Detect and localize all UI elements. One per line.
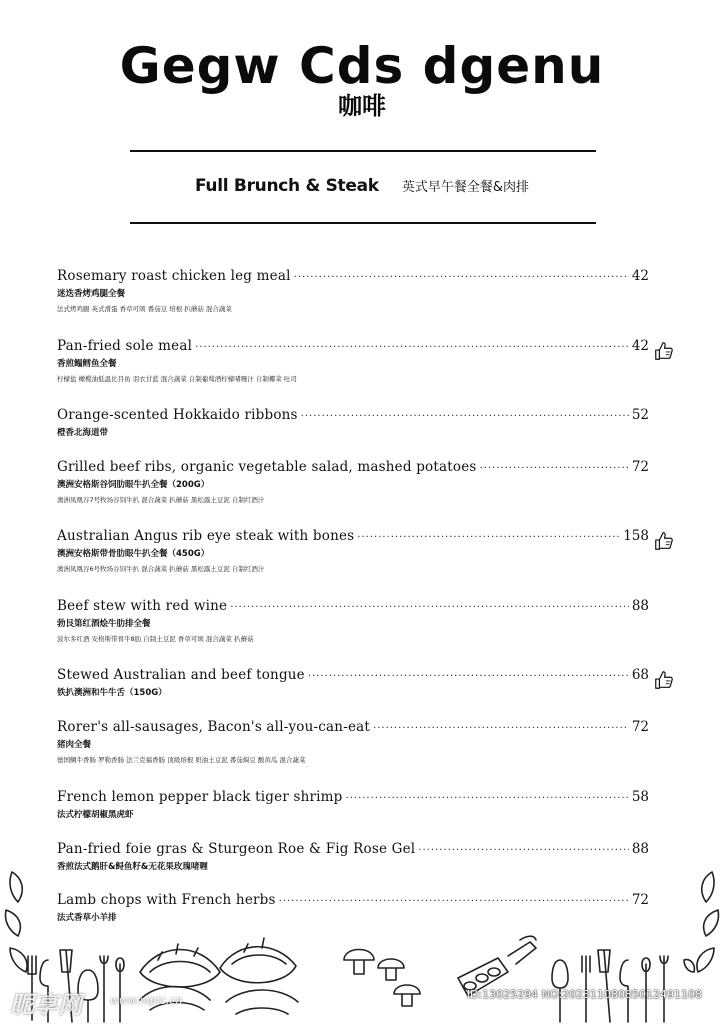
- item-price: 42: [631, 268, 649, 284]
- item-price: 68: [631, 667, 649, 683]
- item-name: Pan-fried sole meal: [57, 338, 193, 354]
- item-name-cn: 猪肉全餐: [57, 740, 92, 750]
- leader-dots: [294, 268, 629, 280]
- brand-title: Gegw Cds dgenu: [119, 37, 605, 95]
- item-description: 澳洲凤凰谷7号牧场谷饲牛扒 混合蔬菜 扒蘑菇 黑松露土豆泥 自制红酒汁: [57, 496, 265, 504]
- leader-dots: [195, 338, 629, 350]
- item-name: Pan-fried foie gras & Sturgeon Roe & Fig Rose Gel: [57, 841, 416, 857]
- item-name: Rosemary roast chicken leg meal: [57, 268, 291, 284]
- menu-item: [57, 789, 649, 820]
- header: [0, 37, 724, 120]
- item-price: 88: [631, 598, 649, 614]
- item-name: Orange-scented Hokkaido ribbons: [57, 407, 298, 423]
- leader-dots: [418, 841, 628, 853]
- section-title-cn: 英式早午餐全餐&肉排: [401, 180, 530, 195]
- leader-dots: [480, 459, 629, 471]
- item-name-cn: 香煎法式鹅肝&鲟鱼籽&无花果玫瑰啫喱: [57, 862, 208, 872]
- leader-dots: [308, 667, 629, 679]
- item-description: 柠檬盐 橄榄油低温比目鱼 羽衣甘蓝 混合蔬菜 自制葡萄酒柠檬啫喱汁 自制椰菜 吐司: [57, 375, 297, 383]
- item-name: Rorer's all-sausages, Bacon's all-you-can-eat: [57, 719, 371, 735]
- thumbs-up-icon: [653, 340, 675, 362]
- menu-item: [57, 459, 649, 504]
- item-price: 58: [631, 789, 649, 805]
- menu-item: [57, 528, 649, 573]
- leader-dots: [357, 528, 620, 540]
- thumbs-up-icon: [653, 530, 675, 552]
- item-name: Beef stew with red wine: [57, 598, 228, 614]
- menu-item: [57, 719, 649, 764]
- item-name-cn: 澳洲安格斯带骨肋眼牛扒全餐（450G）: [57, 549, 210, 559]
- thumbs-up-icon: [653, 669, 675, 691]
- item-price: 52: [631, 407, 649, 423]
- leader-dots: [230, 598, 629, 610]
- item-description: 澳洲凤凰谷6号牧场谷饲牛扒 混合蔬菜 扒蘑菇 黑松露土豆泥 自制红酒汁: [57, 565, 265, 573]
- menu-item: [57, 598, 649, 643]
- item-name-cn: 香煎鳎鳕鱼全餐: [57, 359, 117, 369]
- brand-subtitle: 咖啡: [338, 92, 386, 120]
- leader-dots: [346, 789, 629, 801]
- leader-dots: [373, 719, 629, 731]
- menu-section-title: [0, 176, 724, 196]
- menu-item: [57, 407, 649, 438]
- item-name-cn: 橙香北海道带: [57, 428, 109, 438]
- item-name-cn: 法式柠檬胡椒黑虎虾: [57, 810, 134, 820]
- item-description: 波尔多红酒 安格斯带骨牛8肋 自制土豆泥 香草可颂 混合蔬菜 扒蘑菇: [57, 635, 254, 643]
- item-name: French lemon pepper black tiger shrimp: [57, 789, 343, 805]
- item-name: Grilled beef ribs, organic vegetable salad, mashed potatoes: [57, 459, 477, 475]
- item-price: 72: [631, 459, 649, 475]
- menu-item: [57, 338, 649, 383]
- item-price: 72: [631, 892, 649, 908]
- watermark-url: www.nipic.cn: [110, 994, 183, 1007]
- item-name: Australian Angus rib eye steak with bones: [57, 528, 355, 544]
- item-price: 42: [631, 338, 649, 354]
- watermark-id: ID:13025294 NO:20231108085012491108: [466, 988, 702, 1001]
- item-name: Stewed Australian and beef tongue: [57, 667, 305, 683]
- item-price: 88: [631, 841, 649, 857]
- menu-item: [57, 268, 649, 313]
- item-name: Lamb chops with French herbs: [57, 892, 276, 908]
- section-title-en: Full Brunch & Steak: [194, 176, 379, 196]
- leader-dots: [301, 407, 629, 419]
- divider-bottom: [130, 222, 596, 224]
- divider-top: [130, 150, 596, 152]
- watermark-logo: 昵享网: [10, 991, 82, 1019]
- item-price: 72: [631, 719, 649, 735]
- item-description: 法式烤鸡腿 英式滑蛋 香草可颂 番茄豆 培根 扒蘑菇 混合蔬菜: [57, 305, 232, 313]
- item-name-cn: 迷迭香烤鸡腿全餐: [57, 289, 126, 299]
- item-name-cn: 勃艮第红酒烩牛肋排全餐: [57, 619, 151, 629]
- item-name-cn: 法式香草小羊排: [57, 913, 117, 923]
- item-price: 158: [623, 528, 649, 544]
- menu-item: [57, 667, 649, 698]
- item-name-cn: 澳洲安格斯谷饲肋眼牛扒全餐（200G）: [57, 480, 210, 490]
- item-description: 德国鲷牛香肠 罗勒香肠 法兰克福香肠 顶级培根 奶油土豆泥 番茄焗豆 酸黄瓜 混合蔬菜: [57, 756, 306, 764]
- item-name-cn: 铁扒澳洲和牛牛舌（150G）: [57, 688, 167, 698]
